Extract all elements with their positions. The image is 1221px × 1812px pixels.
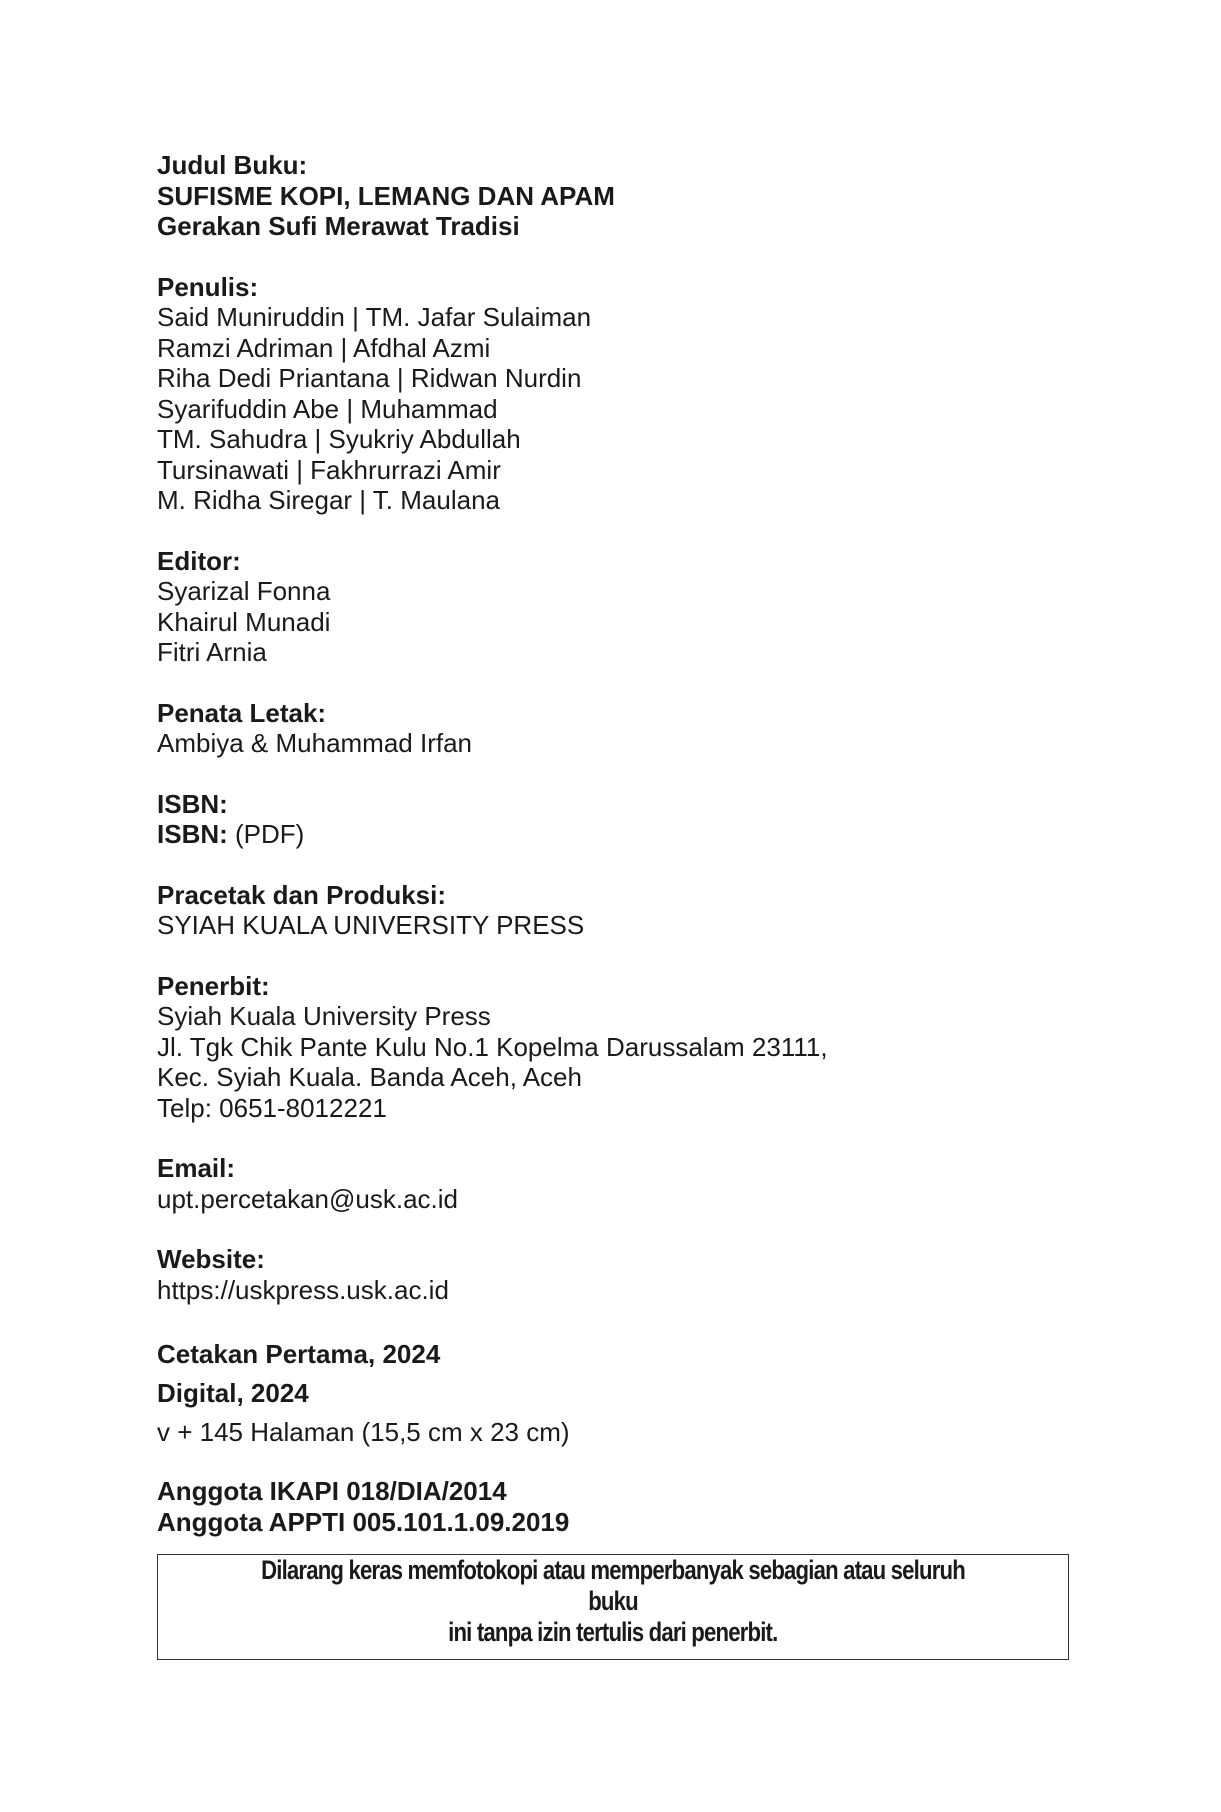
publisher-line: Kec. Syiah Kuala. Banda Aceh, Aceh [157, 1062, 582, 1092]
website-section [157, 1244, 1077, 1305]
book-title: SUFISME KOPI, LEMANG DAN APAM [157, 180, 615, 211]
editor-line: Fitri Arnia [157, 637, 267, 667]
website-value: https://uskpress.usk.ac.id [157, 1274, 449, 1305]
copyright-notice-box [157, 1554, 1069, 1660]
isbn-pdf-line [157, 819, 1077, 850]
author-line: Syarifuddin Abe | Muhammad [157, 393, 498, 424]
layout-section [157, 698, 1077, 759]
digital-edition: Digital, 2024 [157, 1378, 309, 1408]
book-title-label: Judul Buku: [157, 150, 308, 180]
notice-line-2: ini tanpa izin tertulis dari penerbit. [448, 1616, 778, 1647]
publisher-line: Syiah Kuala University Press [157, 1001, 491, 1031]
authors-section [157, 272, 1077, 516]
memberships-section [157, 1476, 1077, 1537]
isbn-section [157, 789, 1077, 850]
author-line: Riha Dedi Priantana | Ridwan Nurdin [157, 363, 582, 393]
production-section [157, 880, 1077, 941]
appti-membership: Anggota APPTI 005.101.1.09.2019 [157, 1506, 570, 1537]
email-label: Email: [157, 1153, 236, 1183]
authors-label: Penulis: [157, 271, 259, 302]
notice-line-1: Dilarang keras memfotokopi atau memperbanyak sebagian atau seluruh buku [261, 1554, 965, 1616]
production-value: SYIAH KUALA UNIVERSITY PRESS [157, 910, 585, 940]
author-line: Ramzi Adriman | Afdhal Azmi [157, 332, 491, 363]
page-count: v + 145 Halaman (15,5 cm x 23 cm) [157, 1417, 570, 1447]
website-label: Website: [157, 1244, 265, 1274]
ikapi-membership: Anggota IKAPI 018/DIA/2014 [157, 1476, 507, 1506]
publisher-section [157, 971, 1077, 1124]
first-edition: Cetakan Pertama, 2024 [157, 1339, 441, 1369]
author-line: Said Muniruddin | TM. Jafar Sulaiman [157, 302, 592, 332]
author-line: Tursinawati | Fakhrurrazi Amir [157, 454, 501, 485]
isbn-label: ISBN: [157, 788, 228, 819]
isbn-pdf-value: (PDF) [227, 819, 305, 849]
author-line: TM. Sahudra | Syukriy Abdullah [157, 424, 521, 454]
layout-value: Ambiya & Muhammad Irfan [157, 728, 473, 758]
publisher-line: Jl. Tgk Chik Pante Kulu No.1 Kopelma Darussalam 23111, [157, 1031, 828, 1062]
publisher-label: Penerbit: [157, 970, 270, 1001]
production-label: Pracetak dan Produksi: [157, 879, 446, 910]
book-title-section [157, 150, 1077, 242]
copyright-page [157, 150, 1077, 1567]
editor-line: Syarizal Fonna [157, 576, 331, 606]
email-value: upt.percetakan@usk.ac.id [157, 1183, 459, 1214]
book-subtitle: Gerakan Sufi Merawat Tradisi [157, 211, 520, 241]
isbn-pdf-label: ISBN: [157, 819, 228, 849]
author-line: M. Ridha Siregar | T. Maulana [157, 485, 500, 515]
printing-section [157, 1335, 1077, 1452]
editor-section [157, 546, 1077, 668]
email-section [157, 1153, 1077, 1214]
editor-label: Editor: [157, 545, 241, 576]
layout-label: Penata Letak: [157, 697, 327, 728]
publisher-line: Telp: 0651-8012221 [157, 1092, 387, 1123]
editor-line: Khairul Munadi [157, 606, 331, 637]
